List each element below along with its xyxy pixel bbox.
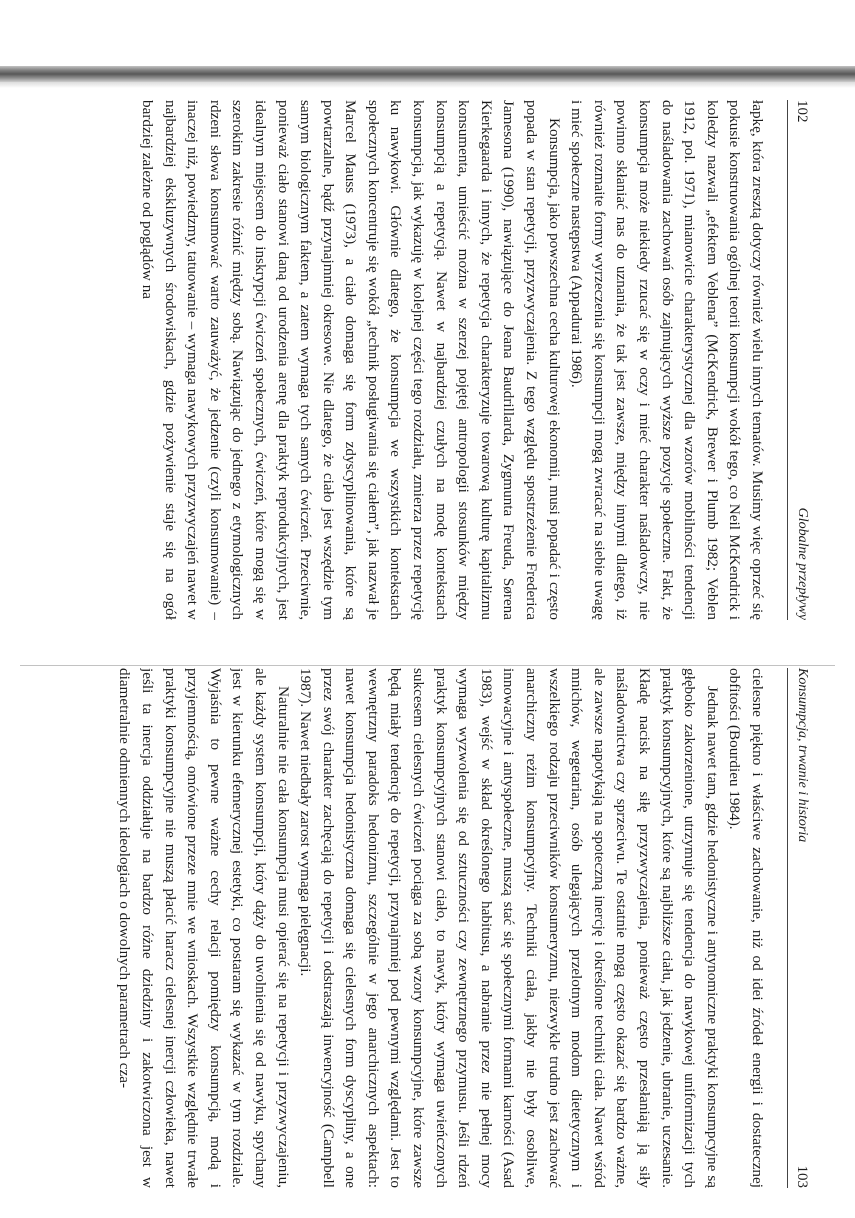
- paragraph: Naturalnie nie cała konsumpcja musi opierać się na repetycji i przyzwyczajeniu, ale każdy system konsumpcji, który dąży do uwolnienia się od nawyku, spychany jest w kierunku efemerycznej estetyki, co postaram się wykazać w tym rozdziale. Wyjaśnia to pewne ważne cechy relacji pomiędzy konsumpcją, modą i przyjemnością, omówione przeze mnie we wnioskach. Wszystkie względnie trwałe praktyki konsumpcyjne nie muszą płacić haracz cielesnej inercji człowieka, nawet jeśli ta inercja oddziałuje na bardzo różne dziedziny i zakotwiczona jest w diametralnie odmiennych ideologiach o dowolnych parametrach cza-: [116, 668, 292, 1188]
- book-gutter-line: [20, 665, 835, 666]
- page-header: [787, 668, 812, 1188]
- paragraph: Konsumpcja, jako powszechna cecha kulturowej ekonomii, musi popadać i często popada w stan repetycji, przyzwyczajenia. Z tego względu spostrzeżenie Frederica Jamesona (1990), nawiązujące do Jeana Baudrillarda, Zygmunta Freuda, Sørena Kierkegaarda i innych, że repetycja charakteryzuje towarową kulturę kapitalizmu konsumenta, umieścić można w szerzej pojętej antropologii stosunków między konsumpcją a repetycją. Nawet w najbardziej czułych na modę kontekstach konsumpcja, jak wykazuję w kolejnej części tego rozdziału, zmierza przez repetycję ku nawykowi. Głównie dlatego, że konsumpcja we wszystkich kontekstach społecznych koncentruje się wokół „technik posługiwania się ciałem”, jak nazwał je Marcel Mauss (1973), a ciało domaga się form zdyscyplinowania, które są powtarzalne, bądź przynajmniej okresowe. Nie dlatego, że ciało jest wszędzie tym samym biologicznym faktem, a zatem wymaga tych samych ćwiczeń. Przeciwnie, ponieważ ciało stanowi daną od urodzenia arenę dla praktyk reprodukcyjnych, jest idealnym miejscem do inskrypcji ćwiczeń społecznych, ćwiczeń, które mogą się w szerokim zakresie różnić między sobą. Nawiązując do jednego z etymologicznych rdzeni słowa konsumować warto zauważyć, że jedzenie (czyli konsumowanie) – inaczej niż, powiedzmy, tatuowanie – wymaga nawykowych przyzwyczajeń nawet w najbardziej ekskluzywnych środowiskach, gdzie pożywienie staje się na ogół bardziej zależne od poglądów na: [138, 100, 563, 620]
- running-head: Globalne przepływy: [795, 507, 810, 620]
- page-header: [787, 100, 812, 620]
- page-number: 102: [794, 100, 810, 123]
- paragraph: cielesne piękno i właściwe zachowanie, niż od idei źródeł energii i dostatecznej obfitości (Bourdieu 1984).: [726, 668, 766, 1188]
- paragraph: Jednak nawet tam, gdzie hedonistyczne i antynomiczne praktyki konsumpcyjne są głęboko zakorzenione, utrzymuje się tendencja do nawykowej uniformizacji tych praktyk konsumpcyjnych, które są najbliższe ciału, jak jedzenie, ubranie, uczesanie. Kładę nacisk na siłę przyzwyczajenia, ponieważ często przesłaniają ją siły naśladownictwa czy sprzeciwu. Te ostatnie mogą często okazać się bardzo ważne, ale zawsze napotykają na spoteczną inercję i określone techniki ciała. Nawet wśród mnichów, wegetarian, osób ulegających przelotnym modom dietetycznym i wszelkiego rodzaju przeciwników konsumeryzmu, niezwykle trudno jest zachować anarchiczny reżim konsumpcyjny. Techniki ciała, jakby nie były osobliwe, innowacyjne i antyspołeczne, muszą stać się społecznymi formami karności (Asad 1983), wejść w skład określonego habitusu, a nabranie przez nie pełnej mocy wymaga wyzwolenia się od sztuczności czy zewnętrznego przymusu. Jeśli rdzeń praktyk konsumpcyjnych stanowi ciało, to nawyk, który wymaga uwieńczonych sukcesem cielesnych ćwiczeń pociąga za sobą wzory konsumpcyjne, które zawsze będą miały tendencję do repetycji, przynajmniej pod pewnymi względami. Jest to wewnętrzny paradoks hedonizmu, szczególnie w jego anarchicznych aspektach: nawet konsumpcja hedonistyczna domaga się cielesnych form dyscypliny, a one przez swój charakter zachęcają do repetycji i odstraszają inwencyjność (Campbell 1987). Nawet niedbały zarost wymaga pielęgnacji.: [297, 668, 721, 1188]
- book-page-left: [77, 100, 812, 620]
- running-head: Konsumpcja, trwanie i historia: [795, 668, 810, 843]
- page-body: [78, 100, 768, 620]
- paragraph: łapkę, która zresztą dotyczy również wielu innych tematów. Musimy więc oprzeć się pokusie konstruowania ogólnej teorii konsumpcji wokół tego, co Neil McKendrick i koledzy nazwali „efektem Veblena” (McKendrick, Brewer i Plumb 1982; Veblen 1912, pol. 1971), mianowicie charakterystycznej dla wzorów mobilności tendencji do naśladowania zachowań osób zajmujących wyższe pozycje społeczne. Fakt, że konsumpcja może niekiedy rzucać się w oczy i mieć charakter naśladowczy, nie powinno skłaniać nas do uznania, że tak jest zawsze, między innymi dlatego, iż również rozmaite formy wyrzeczenia się konsumpcji mogą zwracać na siebie uwagę i mieć społeczne następstwa (Appadurai 1986).: [568, 100, 766, 620]
- page-body: [78, 668, 768, 1188]
- scan-edge-fade: [0, 82, 855, 88]
- book-page-right: [77, 668, 812, 1188]
- scan-edge-shadow: [0, 66, 855, 82]
- page-number: 103: [794, 1165, 810, 1188]
